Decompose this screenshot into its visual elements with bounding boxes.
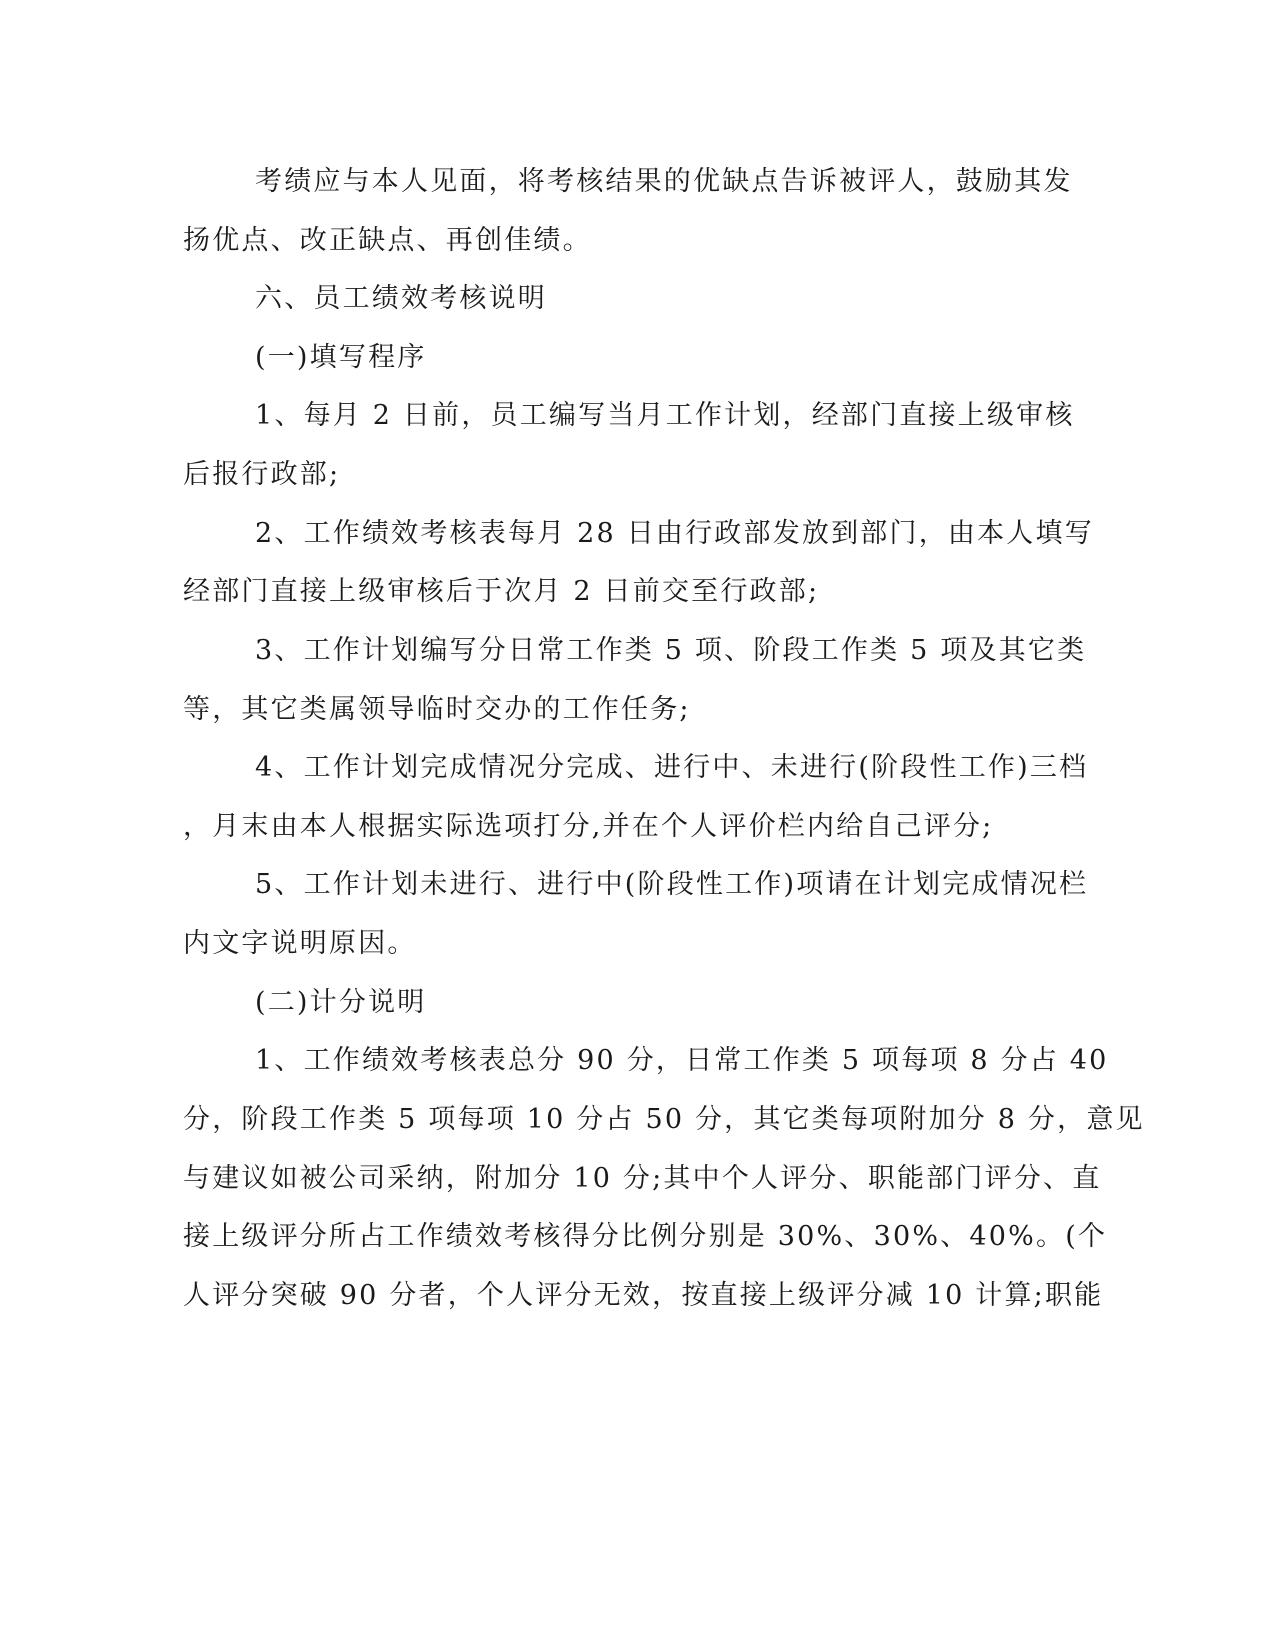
paragraph-line: 后报行政部; <box>183 459 341 490</box>
paragraph-line: 1、每月 2 日前，员工编写当月工作计划，经部门直接上级审核 <box>255 400 1075 431</box>
paragraph-line: 2、工作绩效考核表每月 28 日由行政部发放到部门，由本人填写 <box>255 518 1094 549</box>
paragraph-line: 4、工作计划完成情况分完成、进行中、未进行(阶段性工作)三档 <box>255 752 1089 783</box>
paragraph-line: 内文字说明原因。 <box>183 928 417 959</box>
paragraph-line: 与建议如被公司采纳，附加分 10 分;其中个人评分、职能部门评分、直 <box>183 1163 1102 1194</box>
section-heading: 六、员工绩效考核说明 <box>255 283 547 314</box>
paragraph-line: 人评分突破 90 分者，个人评分无效，按直接上级评分减 10 计算;职能 <box>183 1280 1104 1311</box>
paragraph-line: 考绩应与本人见面，将考核结果的优缺点告诉被评人，鼓励其发 <box>255 166 1073 197</box>
paragraph-line: 1、工作绩效考核表总分 90 分，日常工作类 5 项每项 8 分占 40 <box>255 1045 1109 1076</box>
paragraph-line: 分，阶段工作类 5 项每项 10 分占 50 分，其它类每项附加分 8 分，意见 <box>183 1104 1145 1135</box>
paragraph-line: 5、工作计划未进行、进行中(阶段性工作)项请在计划完成情况栏 <box>255 869 1089 900</box>
paragraph-line: 经部门直接上级审核后于次月 2 日前交至行政部; <box>183 576 820 607</box>
paragraph-line: 接上级评分所占工作绩效考核得分比例分别是 30%、30%、40%。(个 <box>183 1221 1108 1252</box>
subsection-heading: (一)填写程序 <box>255 342 427 373</box>
paragraph-line: 扬优点、改正缺点、再创佳绩。 <box>183 225 592 256</box>
paragraph-line: ，月末由本人根据实际选项打分,并在个人评价栏内给自己评分; <box>183 811 994 842</box>
paragraph-line: 等，其它类属领导临时交办的工作任务; <box>183 694 691 725</box>
paragraph-line: 3、工作计划编写分日常工作类 5 项、阶段工作类 5 项及其它类 <box>255 635 1087 666</box>
subsection-heading: (二)计分说明 <box>255 987 427 1018</box>
